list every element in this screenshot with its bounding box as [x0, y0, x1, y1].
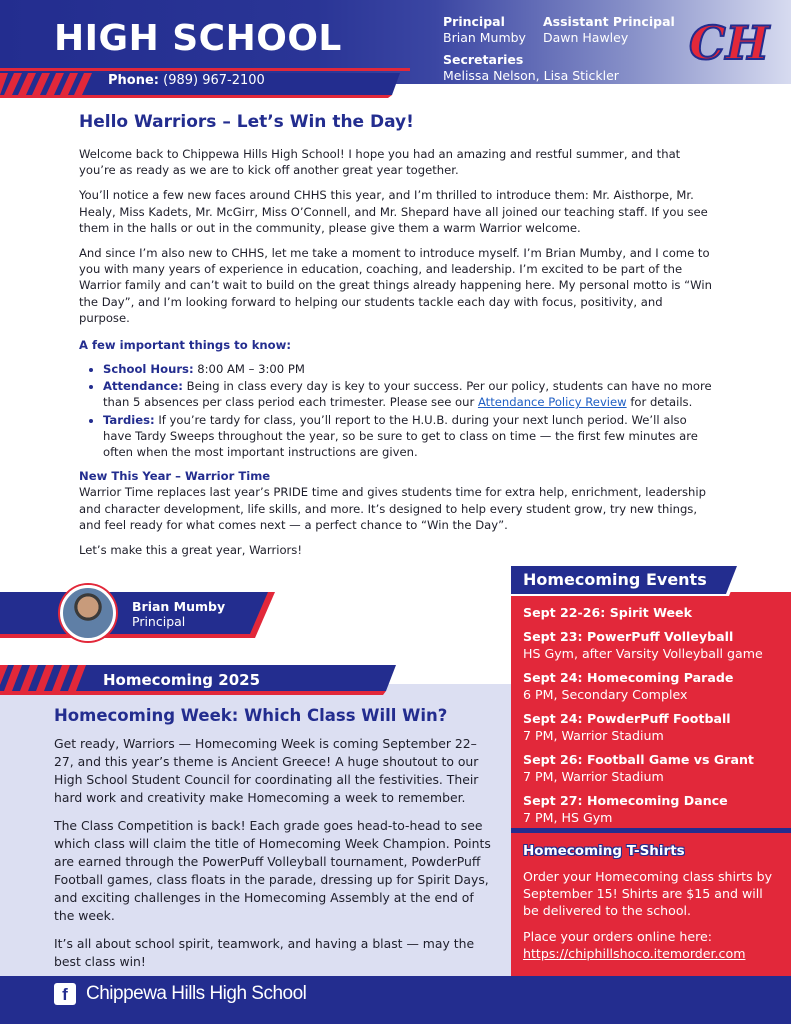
- secretaries-names: Melissa Nelson, Lisa Stickler: [443, 68, 619, 83]
- homecoming-article: [54, 706, 494, 981]
- tshirt-paragraph: Order your Homecoming class shirts by September 15! Shirts are $15 and will be delivered to the school.: [523, 869, 773, 918]
- facebook-icon[interactable]: f: [54, 983, 76, 1005]
- event-detail: 6 PM, Secondary Complex: [523, 687, 688, 702]
- signature-name: Brian Mumby: [132, 599, 226, 614]
- event-title: Sept 24: PowderPuff Football: [523, 710, 731, 726]
- letter-paragraph: And since I’m also new to CHHS, let me take a moment to introduce myself. I’m Brian Mumby, and I come to you with many years of experience in education, coaching, and leadership. I’m excited to be part of the Warrior family and can’t wait to build on the great things already happening here. My personal motto is “Win the Day”, and I’m looking forward to helping our students tackle each day with focus, positivity, and purpose.: [79, 246, 712, 325]
- homecoming-heading: Homecoming Week: Which Class Will Win?: [54, 706, 448, 725]
- events-list: [523, 604, 783, 833]
- hours-value: 8:00 AM – 3:00 PM: [193, 362, 305, 377]
- event-detail: 7 PM, Warrior Stadium: [523, 769, 664, 784]
- secretaries-label: Secretaries: [443, 52, 524, 67]
- list-item-hours: [103, 361, 715, 377]
- homecoming-bar-title: Homecoming 2025: [103, 671, 261, 689]
- event-item: [523, 669, 783, 704]
- assistant-principal-label: Assistant Principal: [543, 14, 675, 29]
- tshirt-section: [523, 868, 781, 971]
- tshirt-order-line: [523, 928, 781, 962]
- attendance-policy-link[interactable]: Attendance Policy Review: [477, 395, 627, 410]
- list-item-tardies: [103, 412, 715, 461]
- event-item: [523, 792, 783, 827]
- event-item: [523, 751, 783, 786]
- ch-logo: [686, 14, 772, 70]
- principal-letter: [79, 112, 715, 567]
- tardies-key: Tardies:: [103, 412, 155, 427]
- assistant-principal-name: Dawn Hawley: [543, 30, 629, 45]
- homecoming-paragraph: Get ready, Warriors — Homecoming Week is coming September 22–27, and this year’s theme is Ancient Greece! A huge shoutout to our High School Student Council for coordinating all the festivities. Their hard work and creativity make Homecoming a week to remember.: [54, 736, 479, 805]
- warrior-time-text: Warrior Time replaces last year’s PRIDE time and gives students time for extra help, enrichment, leadership and character development, life skills, and more. It’s designed to help every student grow, try new things, and feel ready for what comes next — a perfect chance to “Win the Day”.: [79, 485, 706, 532]
- school-title: HIGH SCHOOL: [54, 18, 342, 59]
- list-item-attendance: [103, 378, 715, 410]
- tardies-value: If you’re tardy for class, you’ll report to the H.U.B. during your next lunch period. We’ll also have Tardy Sweeps throughout the year, so be sure to get to class on time — the first few minutes are often when the most important instructions are given.: [103, 412, 698, 460]
- things-heading: A few important things to know:: [79, 338, 291, 353]
- letter-heading: Hello Warriors – Let’s Win the Day!: [79, 112, 414, 132]
- phone-label: Phone:: [108, 73, 159, 88]
- attendance-value: Being in class every day is key to your success. Per our policy, students can have no more than 5 absences per class period each trimester. Please see our: [103, 379, 712, 410]
- principal-label: Principal: [443, 14, 505, 29]
- event-item: [523, 604, 783, 622]
- event-item: [523, 628, 783, 663]
- event-title: Sept 22-26: Spirit Week: [523, 605, 692, 620]
- tshirt-order-text: Place your orders online here:: [523, 929, 712, 944]
- homecoming-paragraph: It’s all about school spirit, teamwork, and having a blast — may the best class win!: [54, 936, 475, 969]
- phone-line: [108, 73, 265, 88]
- principal-block: [443, 14, 526, 46]
- page-header: [0, 0, 791, 102]
- hours-key: School Hours:: [103, 362, 194, 377]
- assistant-principal-block: [543, 14, 675, 46]
- principal-avatar: [60, 585, 116, 641]
- attendance-tail: for details.: [626, 395, 693, 410]
- event-detail: 7 PM, Warrior Stadium: [523, 728, 664, 743]
- event-item: [523, 710, 783, 745]
- letter-paragraph: Welcome back to Chippewa Hills High School! I hope you had an amazing and restful summer, and that you’re as ready as we are to kick off another great year together.: [79, 147, 681, 178]
- warrior-time-heading: New This Year – Warrior Time: [79, 469, 271, 484]
- signature-text: [132, 599, 225, 629]
- event-title: Sept 23: PowerPuff Volleyball: [523, 628, 734, 644]
- logo-lettering: CH: [688, 16, 770, 70]
- events-divider: [511, 828, 791, 833]
- event-detail: 7 PM, HS Gym: [523, 810, 613, 825]
- homecoming-paragraph: The Class Competition is back! Each grade goes head-to-head to see which class will claim the title of Homecoming Week Champion. Points are earned through the PowerPuff Volleyball tournament, PowderPuff Football games, class floats in the parade, dressing up for Spirit Days, and exciting challenges in the Homecoming Assembly at the end of the week.: [54, 818, 491, 923]
- event-title: Sept 24: Homecoming Parade: [523, 669, 734, 685]
- tshirt-title: Homecoming T-Shirts: [523, 843, 685, 859]
- letter-closing: Let’s make this a great year, Warriors!: [79, 543, 302, 558]
- event-title: Sept 26: Football Game vs Grant: [523, 751, 754, 767]
- attendance-key: Attendance:: [103, 379, 183, 394]
- signature-title: Principal: [132, 614, 186, 629]
- secretaries-block: [443, 52, 619, 84]
- footer-facebook-name[interactable]: Chippewa Hills High School: [86, 983, 307, 1004]
- letter-paragraph: You’ll notice a few new faces around CHHS this year, and I’m thrilled to introduce them: Mr. Aisthorpe, Mr. Healy, Miss Kadets, Mr. McGirr, Miss O’Connell, and Mr. Shepard have all joined our teaching staff. If you see them in the halls or out in the community, please give them a warm Warrior welcome.: [79, 188, 708, 235]
- event-detail: HS Gym, after Varsity Volleyball game: [523, 646, 763, 661]
- things-list: [103, 361, 715, 460]
- phone-number: (989) 967-2100: [163, 73, 265, 88]
- events-title: Homecoming Events: [523, 570, 707, 589]
- event-title: Sept 27: Homecoming Dance: [523, 792, 728, 808]
- tshirt-order-link[interactable]: https://chiphillshoco.itemorder.com: [523, 946, 746, 961]
- principal-name: Brian Mumby: [443, 30, 526, 45]
